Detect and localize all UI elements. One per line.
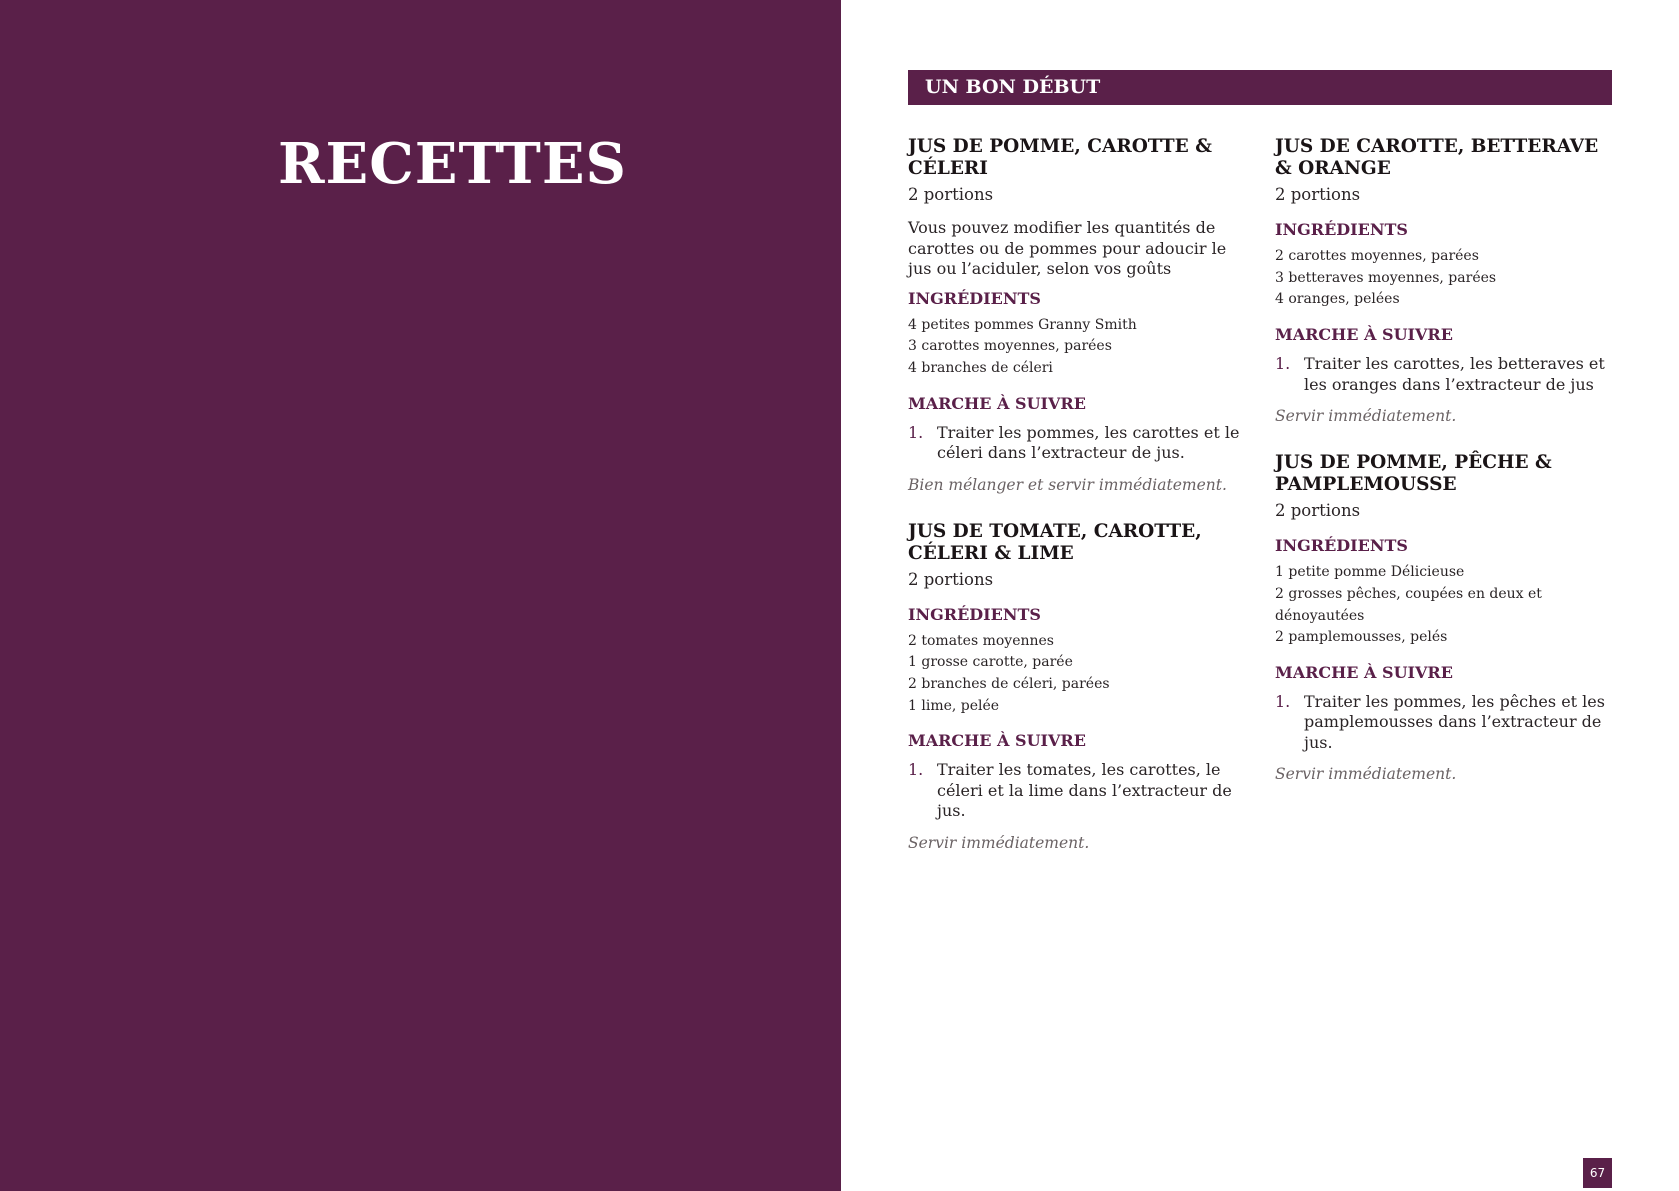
ingredient-item: 1 lime, pelée: [908, 697, 1000, 714]
ingredients-heading: INGRÉDIENTS: [908, 604, 1041, 624]
ingredients-list: [908, 315, 1248, 380]
ingredient-item: 1 grosse carotte, parée: [908, 654, 1073, 671]
step-number: 1.: [1275, 691, 1291, 711]
chapter-title: RECETTES: [278, 131, 627, 197]
ingredient-item: 4 petites pommes Granny Smith: [908, 316, 1137, 333]
section-banner: UN BON DÉBUT: [908, 70, 1612, 105]
ingredients-heading: INGRÉDIENTS: [1275, 536, 1408, 556]
ingredients-heading: INGRÉDIENTS: [1275, 220, 1408, 239]
method-heading: MARCHE À SUIVRE: [1275, 325, 1453, 345]
recipe-apple-peach-grapefruit: [1275, 452, 1615, 784]
recipe-servings: 2 portions: [1275, 501, 1361, 521]
step-number: 1.: [908, 422, 924, 442]
recipe-title: JUS DE CAROTTE, BETTERAVE & ORANGE: [1275, 136, 1599, 179]
step-text: Traiter les pommes, les pêches et les pamplemousses dans l’extracteur de jus.: [1304, 691, 1605, 752]
recipe-note: Servir immédiatement.: [908, 833, 1090, 852]
step-text: Traiter les pommes, les carottes et le céleri dans l’extracteur de jus.: [937, 422, 1240, 463]
ingredient-item: 4 oranges, pelées: [1275, 291, 1400, 308]
ingredients-list: [908, 631, 1248, 718]
ingredient-item: 2 carottes moyennes, parées: [1275, 248, 1479, 264]
recipe-servings: 2 portions: [908, 185, 994, 204]
ingredient-item: 2 grosses pêches, coupées en deux et dénoyautées: [1275, 585, 1542, 624]
recipe-intro: Vous pouvez modifier les quantités de carottes ou de pommes pour adoucir le jus ou l’aciduler, selon vos goûts: [908, 218, 1227, 278]
step-number: 1.: [908, 760, 924, 780]
step-item: [1275, 692, 1615, 754]
step-text: Traiter les carottes, les betteraves et les oranges dans l’extracteur de jus: [1304, 354, 1605, 394]
recipe-tomato-carrot-celery-lime: [908, 521, 1248, 853]
ingredients-list: [1275, 562, 1615, 649]
step-item: [1275, 354, 1615, 395]
steps-list: [908, 423, 1248, 464]
recipe-title: JUS DE TOMATE, CAROTTE, CÉLERI & LIME: [908, 520, 1202, 564]
method-heading: MARCHE À SUIVRE: [1275, 662, 1453, 682]
page-number: 67: [1583, 1158, 1612, 1188]
recipe-note: Servir immédiatement.: [1275, 407, 1457, 426]
steps-list: [1275, 692, 1615, 754]
ingredient-item: 4 branches de céleri: [908, 359, 1053, 376]
ingredient-item: 3 betteraves moyennes, parées: [1275, 269, 1497, 286]
recipe-note: Servir immédiatement.: [1275, 765, 1457, 784]
method-heading: MARCHE À SUIVRE: [908, 731, 1086, 751]
ingredients-heading: INGRÉDIENTS: [908, 288, 1041, 308]
step-item: [908, 760, 1248, 822]
recipe-column-left: [908, 136, 1248, 879]
recipe-note: Bien mélanger et servir immédiatement.: [908, 475, 1227, 494]
step-text: Traiter les tomates, les carottes, le céleri et la lime dans l’extracteur de jus.: [937, 760, 1232, 821]
steps-list: [908, 760, 1248, 822]
recipe-servings: 2 portions: [908, 569, 994, 589]
steps-list: [1275, 354, 1615, 395]
step-number: 1.: [1275, 354, 1291, 374]
recipe-column-right: [1275, 136, 1615, 810]
recipe-apple-carrot-celery: [908, 136, 1248, 495]
ingredients-list: [1275, 246, 1615, 311]
ingredient-item: 3 carottes moyennes, parées: [908, 338, 1112, 355]
recipe-title: JUS DE POMME, CAROTTE & CÉLERI: [908, 136, 1212, 179]
method-heading: MARCHE À SUIVRE: [908, 393, 1086, 413]
ingredient-item: 2 pamplemousses, pelés: [1275, 629, 1448, 646]
ingredient-item: 2 tomates moyennes: [908, 632, 1054, 649]
recipe-carrot-beet-orange: [1275, 136, 1615, 426]
step-item: [908, 423, 1248, 464]
recipe-servings: 2 portions: [1275, 185, 1361, 204]
ingredient-item: 2 branches de céleri, parées: [908, 676, 1110, 693]
ingredient-item: 1 petite pomme Délicieuse: [1275, 564, 1465, 581]
recipe-title: JUS DE POMME, PÊCHE & PAMPLEMOUSSE: [1275, 452, 1552, 496]
